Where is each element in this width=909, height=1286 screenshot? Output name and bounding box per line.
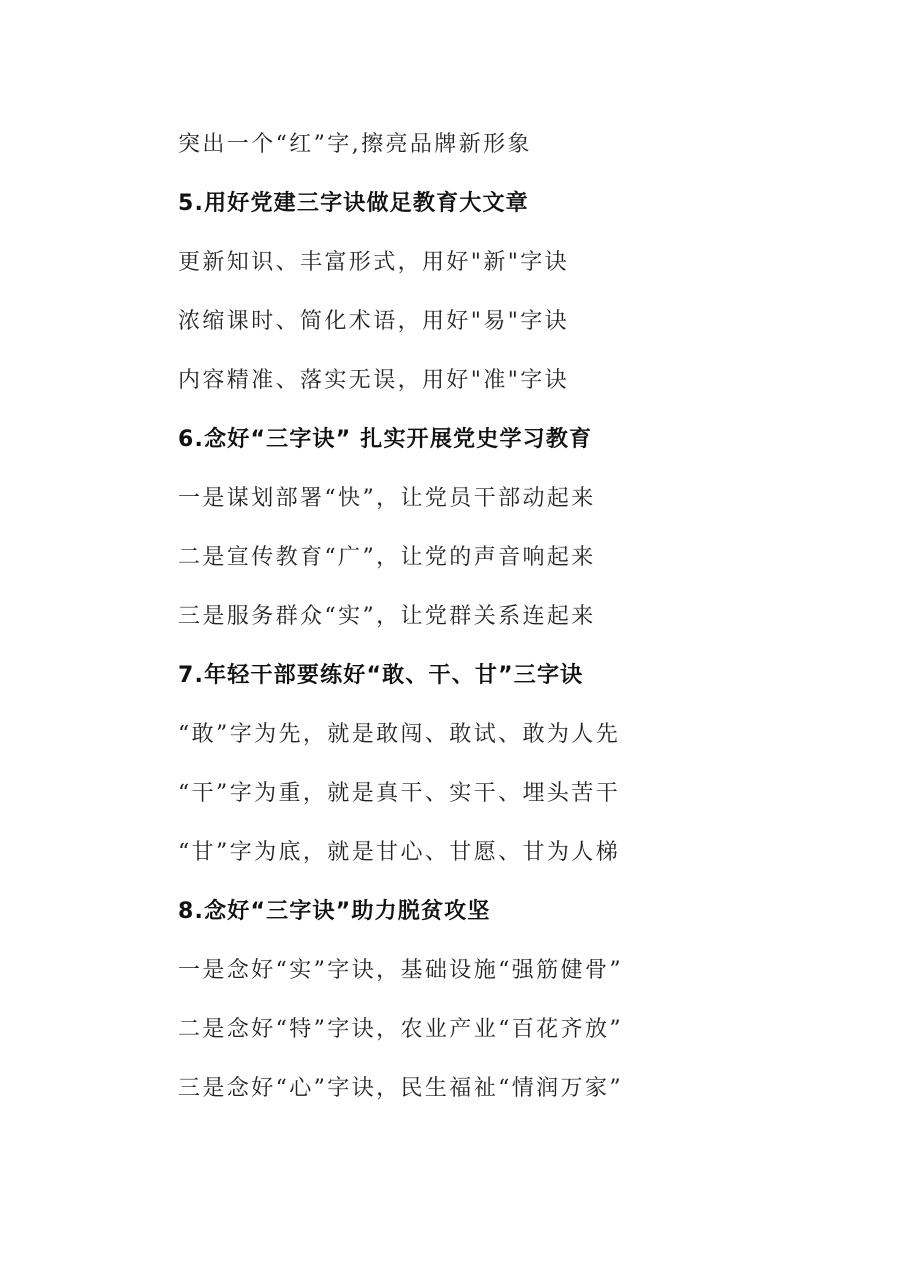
section-heading-5: 5.用好党建三字诀做足教育大文章	[178, 191, 529, 216]
body-line: 浓缩课时、简化术语，用好"易"字诀	[178, 309, 570, 334]
body-line: 突出一个“红”字,擦亮品牌新形象	[178, 132, 532, 157]
section-heading-7: 7.年轻干部要练好“敢、干、甘”三字诀	[178, 663, 584, 688]
body-line: 一是念好“实”字诀，基础设施“强筋健骨”	[178, 958, 623, 983]
body-line: 三是念好“心”字诀，民生福祉“情润万家”	[178, 1076, 623, 1101]
body-line: 内容精准、落实无误，用好"准"字诀	[178, 368, 570, 393]
section-heading-8: 8.念好“三字诀”助力脱贫攻坚	[178, 899, 491, 924]
body-line: 二是念好“特”字诀，农业产业“百花齐放”	[178, 1017, 623, 1042]
section-heading-6: 6.念好“三字诀” 扎实开展党史学习教育	[178, 427, 593, 452]
body-line: 一是谋划部署“快”，让党员干部动起来	[178, 486, 596, 511]
document-body	[178, 115, 858, 1118]
body-line: 二是宣传教育“广”，让党的声音响起来	[178, 545, 596, 570]
body-line: 三是服务群众“实”，让党群关系连起来	[178, 604, 596, 629]
body-line: “甘”字为底，就是甘心、甘愿、甘为人梯	[178, 840, 621, 865]
body-line: “干”字为重，就是真干、实干、埋头苦干	[178, 781, 621, 806]
body-line: 更新知识、丰富形式，用好"新"字诀	[178, 250, 570, 275]
body-line: “敢”字为先，就是敢闯、敢试、敢为人先	[178, 722, 621, 747]
